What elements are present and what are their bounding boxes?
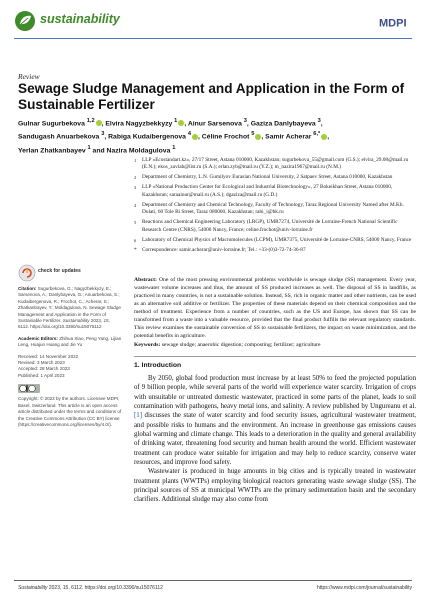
affiliation-item: [134, 157, 416, 172]
author-affil-sup: 6,*: [313, 131, 321, 138]
citation-label: Citation:: [18, 286, 37, 291]
affiliation-text: LLP «National Production Center for Ecological and Industrial Biotechnology», 27 Bokeikhan Street, Astana 010000, Kazakhstan; saraainur@mail.ru (A.S.); dgaziza@mail.ru (G.D.): [142, 184, 393, 198]
affiliation-number: 3: [134, 185, 137, 191]
article-type: Review: [18, 72, 40, 81]
affiliation-text: Reactions and Chemical Engineering Laboratory (LRGP), UMR7274, Université de Lorraine-French National Scientific Research Centre (CNRS), 54000 Nancy, France; celine.frochot@univ-lorraine.fr: [142, 219, 398, 233]
received-date: Received: 14 November 2022: [18, 353, 79, 359]
keywords-rule: [134, 356, 416, 357]
footer-journal-link[interactable]: https://www.mdpi.com/journal/sustainability: [316, 585, 412, 591]
affiliation-list: [134, 157, 416, 257]
author-affil-sup: 1: [172, 144, 176, 151]
author-sep: ,: [320, 120, 323, 128]
affiliation-item: [134, 219, 416, 234]
svg-text:MDPI: MDPI: [379, 17, 407, 30]
keywords-text: sewage sludge; anaerobic digestion; composting; fertilizer; agriculture: [160, 342, 321, 348]
affiliation-number: 5: [134, 220, 137, 226]
article-info-sidebar: [18, 286, 122, 433]
section-heading-introduction: 1. Introduction: [134, 362, 182, 369]
paragraph-text: discusses the state of water scarcity and food security issues, agricultural wastewater treatment, and possible risks to humans and the environment. An increase in greenhouse gas emissions causes global warming and climate change. This leads to a deterioration in the quality and general availability of drinking water, threatening food security and human health around the world. Efficient wastewater treatment can produce water suitable for irrigation and may help to reduce scarcity, conserve water resources, and improve food safety.: [134, 412, 416, 467]
keywords: [134, 341, 416, 349]
author-name[interactable]: Sandugash Anuarbekova: [18, 133, 102, 141]
author-affil-sup: 3: [317, 118, 321, 124]
author-affil-sup: 4: [187, 131, 191, 138]
paragraph: Wastewater is produced in huge amounts in big cities and is typically treated in wastewater treatment plants (WWTPs) employing biological reactors generating waste sewage sludge (SS). The principal sources of SS at municipal WWTPs are the primary sedimentation basin and the secondary clarifiers. Additional sludge may also come from: [134, 468, 416, 504]
copyright-block: Copyright: © 2023 by the authors. Licensee MDPI, Basel, Switzerland. This article is an open access article distributed under the terms and conditions of the Creative Commons Attribution (CC BY) license (https://creativecommons.org/licenses/by/4.0/).: [18, 396, 122, 427]
affiliation-text: LLP «Ecostandart.kz», 27/17 Street, Astana 010000, Kazakhstan; sugurbekova_55@gmail.com (G.S.); elvira_29.08@mail.ru (E.N.); ekos_zavlab@list.ru (S.A.); erlan.zyb@mail.ru (Y.Z.); m_nazira1967@mail.ru (N.M.): [142, 157, 409, 171]
affiliation-number: 1: [134, 158, 137, 163]
editors-label: Academic Editors:: [18, 335, 58, 341]
author-name[interactable]: , Céline Frochot: [198, 133, 252, 141]
affiliation-number: 4: [134, 202, 137, 208]
accepted-date: Accepted: 28 March 2023: [18, 366, 70, 372]
editors-block: [18, 336, 122, 349]
affiliation-text: Department of Chemistry and Chemical Technology, Faculty of Technology, Taraz Regional University Named after M.Kh. Dulati, 60 Tole Bi Street, Taraz 080000, Kazakhstan; rabi_i@bk.ru: [142, 201, 404, 216]
affiliation-item: [134, 237, 416, 244]
author-affil-sup: 3: [101, 131, 105, 138]
mdpi-logo[interactable]: [378, 15, 412, 29]
affiliation-item: [134, 184, 416, 199]
author-name[interactable]: Gulnar Sugurbekova: [18, 120, 87, 128]
editors-text: Zhihua Xiao, Peng Yang, Lijian Leng, Huajun Huang and Jie Yu: [18, 335, 122, 348]
correspondence-star: *: [134, 246, 137, 253]
reference-link[interactable]: [1]: [134, 412, 142, 420]
citation-issue: 15: [103, 318, 109, 324]
affiliation-item: [134, 174, 416, 181]
affiliation-number: 2: [134, 175, 137, 181]
affiliation-text: Department of Chemistry, L.N. Gumilyov Eurasian National University, 2 Satpaev Street, Astana 010000, Kazakhstan: [142, 174, 393, 181]
author-affil-sup: 5: [251, 131, 255, 138]
affiliation-text: Laboratory of Chemical Physics of Macromolecules (LCPM), UMR7375, Université de Lorraine-CNRS, 54000 Nancy, France: [142, 236, 412, 243]
affiliation-item: [134, 202, 416, 217]
header-rule: [14, 38, 412, 39]
footer-doi[interactable]: 2023, 15, 6112. https://doi.org/10.3390/su15076112: [47, 585, 163, 591]
paragraph-text: By 2050, global food production must increase by at least 50% to feed the projected population of 9 billion people, while several parts of the world will experience water scarcity. Irrigation of crops with unsuitable or untreated domestic wastewater, practiced in some parts of the planet, leads to soil contamination with pathogens, heavy metal ions, and salinity. A review published by Ungureanu et al.: [134, 375, 416, 411]
revised-date: Revised: 3 March 2023: [18, 360, 65, 366]
author-name[interactable]: , Samir Acherar: [261, 133, 314, 141]
author-name[interactable]: , Gaziza Danlybayeva: [246, 120, 318, 128]
check-for-updates-icon[interactable]: [18, 263, 81, 283]
author-affil-sup: 1: [87, 144, 91, 151]
author-name[interactable]: and Nazira Moldagulova: [90, 147, 173, 155]
abstract-label: Abstract:: [134, 277, 157, 283]
author-affil-sup: 3: [243, 118, 247, 124]
introduction-body: [134, 374, 416, 505]
cc-by-license-icon[interactable]: [18, 384, 40, 393]
author-sep: ,: [327, 133, 330, 141]
abstract: [134, 276, 416, 340]
citation-block: [18, 286, 122, 331]
correspondence-item: [134, 247, 416, 254]
correspondence-text[interactable]: Correspondence: samir.acherar@univ-lorraine.fr; Tel.: +33-(0)3-72-74-36-87: [142, 246, 306, 253]
dates-block: [18, 354, 122, 380]
abstract-text: One of the most pressing environmental problems worldwide is sewage sludge (SS) management. Every year, wastewater volume increases and thus, the amount of SS produced increases as well. The disposal of SS in landfills, as practiced in many countries, is not a sustainable solution. Instead, SS, rich in organic matter and other nutrients, can be used as an alternative soil additive or fertilizer. The properties of these materials depend on their chemical composition and the method of treatment. Experience from a number of countries, such as the US and Europe, has shown that SS can be transformed from a waste into a valuable resource, provided that the final product fulfills the relevant regulatory standards. This review examines the sustainable conversion of SS to sustainable fertilizers, the impact on waste minimization, and the potential benefits in agriculture.: [134, 277, 416, 340]
article-title: Sewage Sludge Management and Application in the Form of Sustainable Fertilizer: [18, 81, 405, 112]
sustainability-leaf-icon: [14, 10, 36, 32]
citation-vol: 2023,: [89, 318, 104, 324]
author-name[interactable]: , Elvira Nagyzbekkyzy: [101, 120, 175, 128]
author-name[interactable]: Yerlan Zhatkanbayev: [18, 147, 88, 155]
author-affil-sup: 1: [174, 118, 178, 124]
citation-journal: Sustainability: [62, 318, 90, 324]
author-list: [18, 116, 416, 156]
author-name[interactable]: , Rabiga Kudaibergenova: [104, 133, 188, 141]
journal-name[interactable]: sustainability: [40, 12, 120, 26]
affiliation-number: 6: [134, 237, 137, 243]
citation-text: Sugurbekova, G.; Nagyzbekkyzy, E.; Sarsenova, A.; Danlybayeva, G.; Anuarbekova, S.; Kudaibergenova, R.; Frochot, C.; Acherar, S.; Zhatkanbayev, Y.; Moldagulova, N. Sewage Sludge Management and Application in the Form of Sustainable Fertilizer.: [18, 286, 121, 324]
author-affil-sup: 1,2: [86, 118, 95, 124]
svg-text:check for updates: check for updates: [38, 268, 81, 274]
footer-rule: [14, 580, 412, 581]
keywords-label: Keywords:: [134, 342, 161, 348]
footer-citation: [18, 585, 163, 591]
footer-journal: Sustainability: [18, 585, 48, 591]
citation-doi[interactable]: , 6112. https://doi.org/10.3390/su15076112: [18, 318, 110, 330]
paragraph: [134, 374, 416, 467]
published-date: Published: 1 April 2023: [18, 372, 65, 378]
author-name[interactable]: , Ainur Sarsenova: [184, 120, 244, 128]
